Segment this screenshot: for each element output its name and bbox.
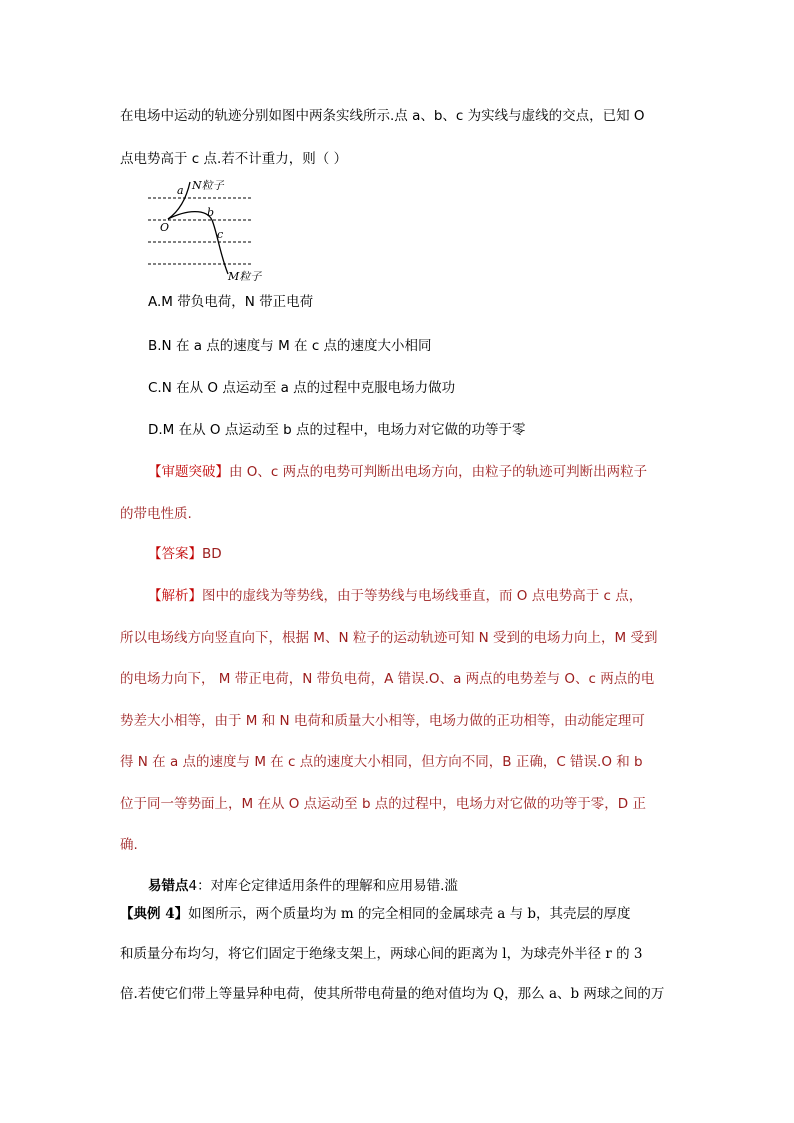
label-M: M粒子 (228, 270, 262, 283)
analysis-line-4: 势差大小相等，由于 M 和 N 电荷和质量大小相等，电场力做的正功相等，由动能定理可 (120, 713, 645, 729)
option-a: A.M 带负电荷，N 带正电荷 (148, 294, 314, 310)
label-N: N粒子 (192, 179, 224, 192)
breakthrough-line-1 (148, 462, 647, 482)
label-c: c (217, 228, 224, 241)
m-particle-trajectory (168, 212, 228, 274)
example-tag: 【典例 4】 (120, 906, 189, 922)
question-line-2: 点电势高于 c 点.若不计重力，则（ ） (120, 151, 348, 167)
example-line-3: 倍.若使它们带上等量异种电荷，使其所带电荷量的绝对值均为 Q，那么 a、b 两球之间的万 (120, 986, 665, 1002)
label-O: O (160, 221, 170, 234)
analysis-line-2: 所以电场线方向竖直向下，根据 M、N 粒子的运动轨迹可知 N 受到的电场力向上，M 受到 (120, 630, 658, 646)
example-text-1: 如图所示，两个质量均为 m 的完全相同的金属球壳 a 与 b，其壳层的厚度 (188, 906, 631, 922)
analysis-line-7: 确. (120, 837, 138, 853)
trajectory-figure (140, 176, 280, 284)
example-line-1 (120, 904, 631, 924)
label-a: a (177, 184, 184, 197)
question-line-1: 在电场中运动的轨迹分别如图中两条实线所示.点 a、b、c 为实线与虚线的交点，已知 O (120, 108, 645, 124)
label-b: b (207, 206, 215, 219)
option-b: B.N 在 a 点的速度与 M 在 c 点的速度大小相同 (148, 338, 432, 354)
breakthrough-text-1: 由 O、c 两点的电势可判断出电场方向，由粒子的轨迹可判断出两粒子 (229, 464, 648, 480)
example-line-2: 和质量分布均匀，将它们固定于绝缘支架上，两球心间的距离为 l，为球壳外半径 r 的 3 (120, 946, 643, 962)
error-point-tag: 易错点 (148, 878, 189, 894)
analysis-line-5: 得 N 在 a 点的速度与 M 在 c 点的速度大小相同，但方向不同，B 正确，C 错误.O 和 b (120, 754, 643, 770)
option-d: D.M 在从 O 点运动至 b 点的过程中，电场力对它做的功等于零 (148, 422, 526, 438)
answer-line (148, 544, 222, 564)
breakthrough-line-2: 的带电性质. (120, 506, 192, 522)
answer-value: BD (202, 546, 222, 562)
error-point-line (148, 876, 458, 896)
analysis-text-1: 图中的虚线为等势线，由于等势线与电场线垂直，而 O 点电势高于 c 点， (202, 588, 643, 604)
answer-tag: 【答案】 (148, 546, 202, 562)
analysis-line-1 (148, 586, 642, 606)
analysis-tag: 【解析】 (148, 588, 202, 604)
analysis-line-3: 的电场力向下， M 带正电荷，N 带负电荷，A 错误.O、a 两点的电势差与 O、c 两点的电 (120, 671, 655, 687)
error-point-text: 4：对库仑定律适用条件的理解和应用易错.滥 (188, 878, 458, 894)
breakthrough-tag: 【审题突破】 (148, 464, 229, 480)
analysis-line-6: 位于同一等势面上，M 在从 O 点运动至 b 点的过程中，电场力对它做的功等于零，D 正 (120, 796, 646, 812)
option-c: C.N 在从 O 点运动至 a 点的过程中克服电场力做功 (148, 380, 456, 396)
